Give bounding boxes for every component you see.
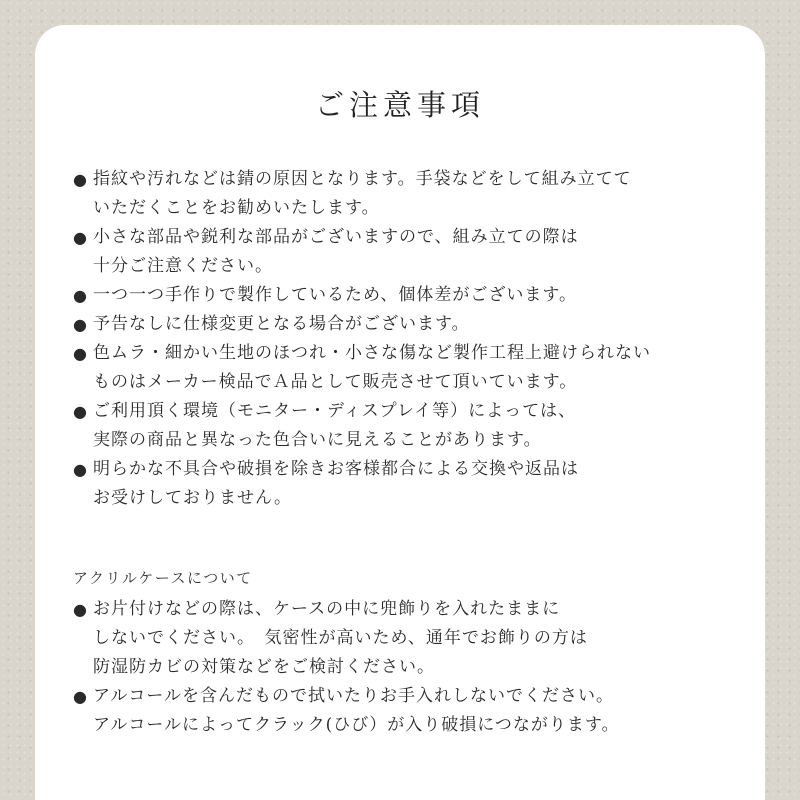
bullet-icon: ● [73, 600, 88, 619]
list-item-text: 十分ご注意ください。 [93, 256, 273, 276]
list-item-text: ものはメーカー検品でＡ品として販売させて頂いています。 [93, 372, 578, 392]
list-item-text: アルコールを含んだもので拭いたりお手入れしないでください。 [93, 686, 614, 706]
list-item [73, 339, 753, 397]
list-item-text: しないでください。 気密性が高いため、通年でお飾りの方は [93, 628, 588, 648]
list-item [73, 281, 753, 310]
acrylic-case-list [73, 595, 753, 740]
notice-card [35, 25, 765, 800]
bullet-icon: ● [73, 286, 88, 305]
list-item-text: 指紋や汚れなどは錆の原因となります。手袋などをして組み立てて [93, 169, 632, 189]
list-item-text: 一つ一つ手作りで製作しているため、個体差がございます。 [93, 285, 577, 305]
list-item-text: アルコールによってクラック(ひび）が入り破損につながります。 [93, 715, 620, 735]
bullet-icon: ● [73, 228, 88, 247]
list-item [73, 682, 753, 740]
precautions-list [73, 165, 753, 513]
list-item-text: 防湿防カビの対策などをご検討ください。 [93, 657, 435, 677]
list-item-text: お受けしておりません。 [93, 488, 293, 508]
list-item-text: ご利用頂く環境（モニター・ディスプレイ等）によっては、 [93, 401, 577, 421]
bullet-icon: ● [73, 460, 88, 479]
list-item [73, 165, 753, 223]
list-item [73, 595, 753, 682]
list-item [73, 223, 753, 281]
bullet-icon: ● [73, 402, 88, 421]
list-item-text: お片付けなどの際は、ケースの中に兜飾りを入れたままに [93, 599, 561, 619]
list-item [73, 397, 753, 455]
section-heading: アクリルケースについて [73, 569, 253, 587]
list-item-text: 予告なしに仕様変更となる場合がございます。 [93, 314, 470, 334]
list-item-text: 明らかな不具合や破損を除きお客様都合による交換や返品は [93, 459, 579, 479]
list-item [73, 310, 753, 339]
bullet-icon: ● [73, 170, 88, 189]
list-item-text: 実際の商品と異なった色合いに見えることがあります。 [93, 430, 542, 450]
bullet-icon: ● [73, 687, 88, 706]
list-item [73, 455, 753, 513]
list-item-text: いただくことをお勧めいたします。 [93, 198, 380, 218]
bullet-icon: ● [73, 344, 88, 363]
list-item-text: 色ムラ・細かい生地のほつれ・小さな傷など製作工程上避けられない [93, 343, 651, 363]
page-title: ご注意事項 [314, 88, 485, 122]
bullet-icon: ● [73, 315, 88, 334]
list-item-text: 小さな部品や鋭利な部品がございますので、組み立ての際は [93, 227, 579, 247]
